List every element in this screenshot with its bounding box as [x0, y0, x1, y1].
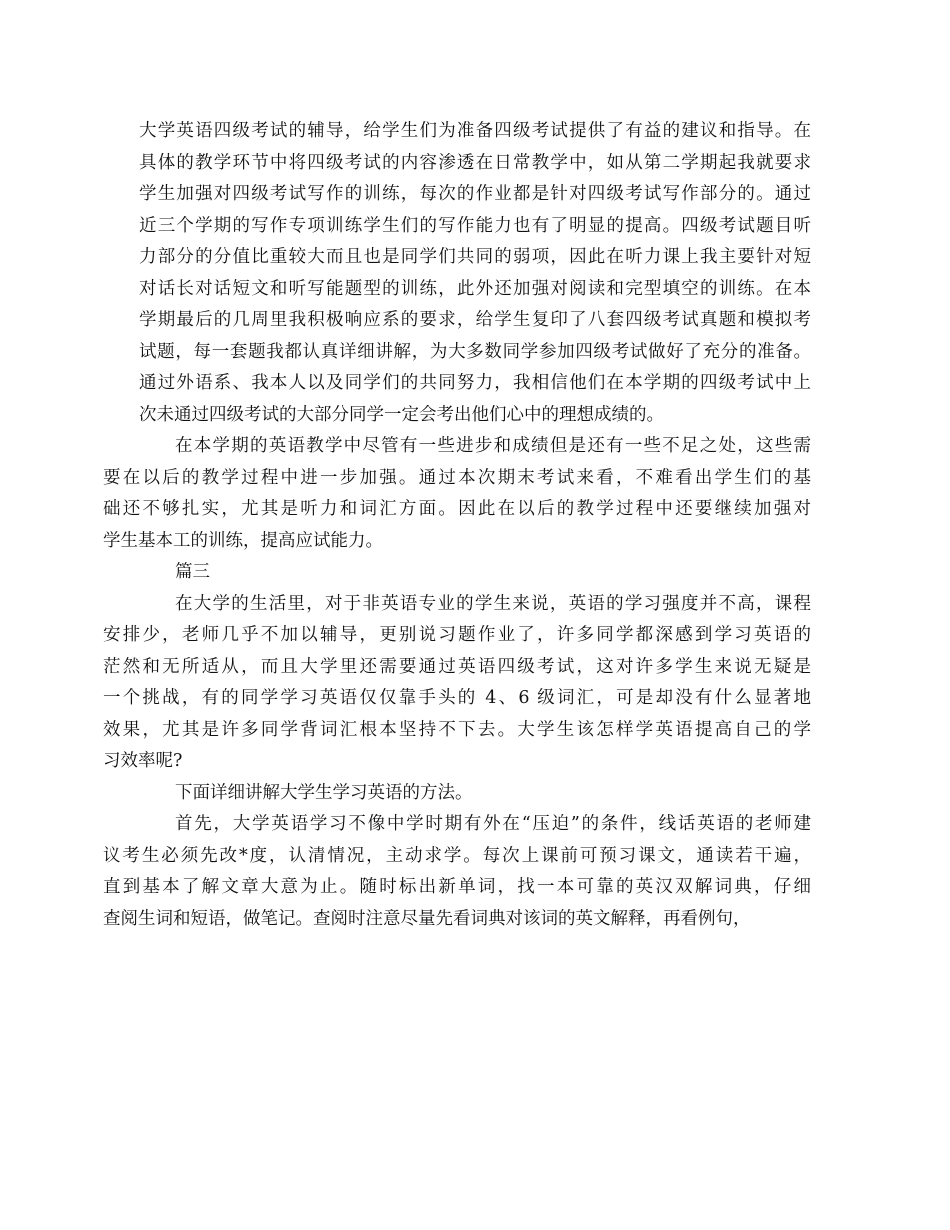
text-line: 议考生必须先改*度，认清情况，主动求学。每次上课前可预习课文，通读若干遍，	[103, 845, 811, 866]
text-line: 次未通过四级考试的大部分同学一定会考出他们心中的理想成绩的。	[139, 404, 664, 425]
text-line: 近三个学期的写作专项训练学生们的写作能力也有了明显的提高。四级考试题目听	[139, 215, 811, 236]
text-line: 学生基本工的训练，提高应试能力。	[103, 530, 383, 551]
paragraph	[103, 589, 811, 778]
text-line: 础还不够扎实，尤其是听力和词汇方面。因此在以后的教学过程中还要继续加强对	[103, 499, 811, 519]
text-line: 首先，大学英语学习不像中学时期有外在“压迫”的条件，线话英语的老师建	[175, 814, 811, 834]
text-line: 茫然和无所适从，而且大学里还需要通过英语四级考试，这对许多学生来说无疑是	[103, 656, 811, 677]
text-line: 大学英语四级考试的辅导，给学生们为准备四级考试提供了有益的建议和指导。在	[139, 121, 811, 141]
text-line: 安排少，老师几乎不加以辅导，更别说习题作业了，许多同学都深感到学习英语的	[103, 625, 811, 645]
text-line: 在本学期的英语教学中尽管有一些进步和成绩但是还有一些不足之处，这些需	[175, 436, 811, 456]
text-line: 篇三	[175, 562, 210, 582]
text-line: 学生加强对四级考试写作的训练，每次的作业都是针对四级考试写作部分的。通过	[139, 184, 811, 204]
text-line: 习效率呢?	[103, 751, 183, 771]
text-line: 试题，每一套题我都认真详细讲解，为大多数同学参加四级考试做好了充分的准备。	[139, 341, 811, 362]
text-line: 一个挑战，有的同学学习英语仅仅靠手头的 4、6 级词汇，可是却没有什么显著地	[103, 688, 811, 708]
paragraph	[139, 116, 811, 431]
text-line: 学期最后的几周里我积极响应系的要求，给学生复印了八套四级考试真题和模拟考	[139, 310, 811, 330]
text-line: 查阅生词和短语，做笔记。查阅时注意尽量先看词典对该词的英文解释，再看例句，	[103, 908, 751, 929]
document-body	[103, 116, 811, 935]
paragraph	[139, 557, 811, 589]
text-line: 直到基本了解文章大意为止。随时标出新单词，找一本可靠的英汉双解词典，仔细	[103, 877, 811, 897]
text-line: 在大学的生活里，对于非英语专业的学生来说，英语的学习强度并不高，课程	[175, 593, 811, 614]
text-line: 要在以后的教学过程中进一步加强。通过本次期末考试来看，不难看出学生们的基	[103, 467, 811, 488]
text-line: 对话长对话短文和听写能题型的训练，此外还加强对阅读和完型填空的训练。在本	[139, 278, 811, 299]
text-line: 通过外语系、我本人以及同学们的共同努力，我相信他们在本学期的四级考试中上	[139, 373, 811, 393]
paragraph	[103, 431, 811, 557]
text-line: 具体的教学环节中将四级考试的内容渗透在日常教学中，如从第二学期起我就要求	[139, 152, 811, 173]
text-line: 效果，尤其是许多同学背词汇根本坚持不下去。大学生该怎样学英语提高自己的学	[103, 719, 811, 740]
paragraph	[103, 809, 811, 935]
text-line: 力部分的分值比重较大而且也是同学们共同的弱项，因此在听力课上我主要针对短	[139, 247, 811, 267]
text-line: 下面详细讲解大学生学习英语的方法。	[175, 782, 473, 803]
paragraph	[139, 778, 811, 810]
